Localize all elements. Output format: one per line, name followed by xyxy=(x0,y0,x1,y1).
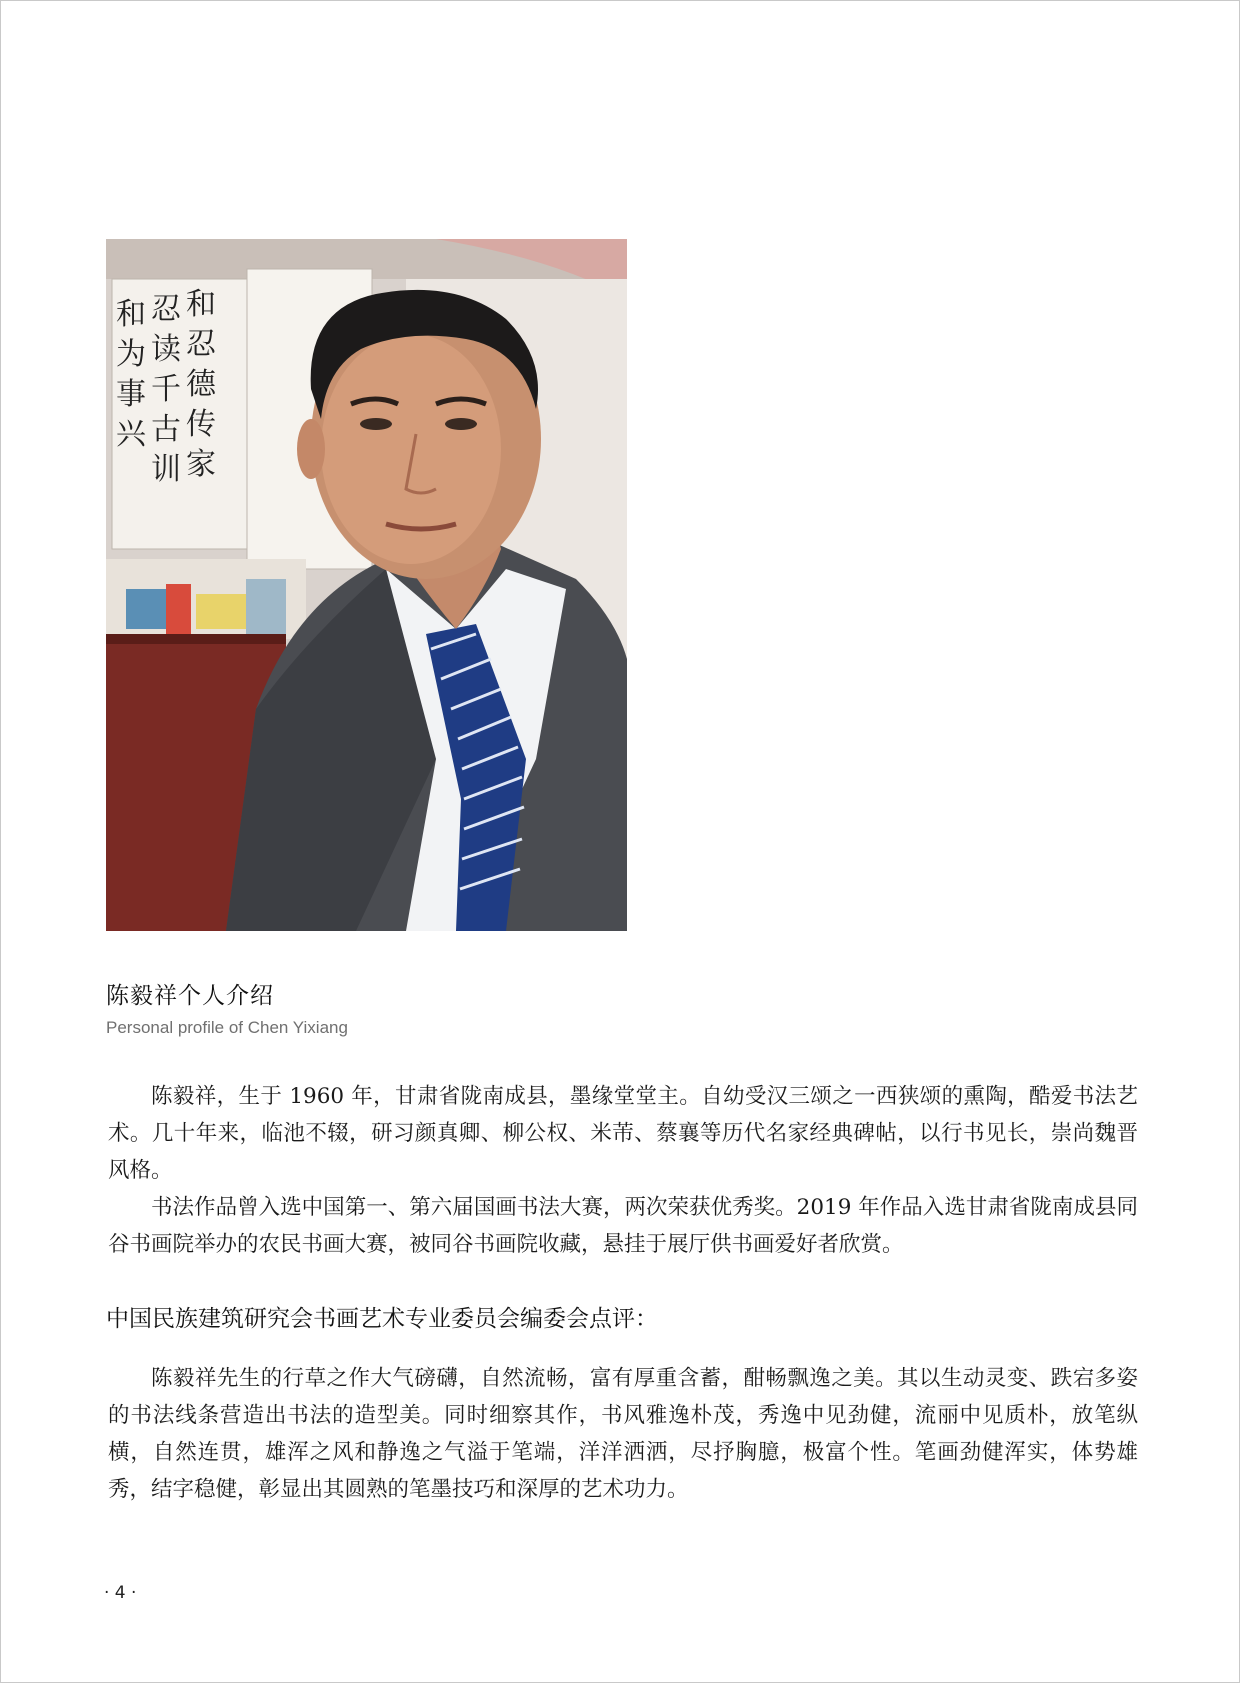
page-number: · 4 · xyxy=(104,1583,137,1603)
review-paragraph: 陈毅祥先生的行草之作大气磅礴，自然流畅，富有厚重含蓄，酣畅飘逸之美。其以生动灵变、跌宕多姿的书法线条营造出书法的造型美。同时细察其作，书风雅逸朴茂，秀逸中见劲健，流丽中见质朴，放笔纵横，自然连贯，雄浑之风和静逸之气溢于笔端，洋洋洒洒，尽抒胸臆，极富个性。笔画劲健浑实，体势雄秀，结字稳健，彰显出其圆熟的笔墨技巧和深厚的艺术功力。 xyxy=(108,1366,1138,1502)
svg-text:古: 古 xyxy=(151,412,181,447)
svg-text:家: 家 xyxy=(186,447,216,482)
svg-text:读: 读 xyxy=(151,332,181,367)
svg-text:德: 德 xyxy=(186,367,216,402)
profile-paragraph: 书法作品曾入选中国第一、第六届国画书法大赛，两次荣获优秀奖。2019 年作品入选甘肃省陇南成县同谷书画院举办的农民书画大赛，被同谷书画院收藏，悬挂于展厅供书画爱好者欣赏。 xyxy=(108,1195,1138,1257)
svg-text:为: 为 xyxy=(116,337,146,372)
review-title: 中国民族建筑研究会书画艺术专业委员会编委会点评： xyxy=(106,1306,658,1332)
portrait-photo xyxy=(106,239,627,931)
review-body xyxy=(108,1360,1138,1508)
profile-subtitle: Personal profile of Chen Yixiang xyxy=(106,1018,348,1037)
svg-text:兴: 兴 xyxy=(116,417,146,452)
svg-text:传: 传 xyxy=(186,407,216,442)
svg-text:忍: 忍 xyxy=(186,327,216,362)
svg-text:训: 训 xyxy=(151,452,181,487)
svg-text:忍: 忍 xyxy=(151,292,181,327)
profile-paragraph: 陈毅祥，生于 1960 年，甘肃省陇南成县，墨缘堂堂主。自幼受汉三颂之一西狭颂的熏陶，酷爱书法艺术。几十年来，临池不辍，研习颜真卿、柳公权、米芾、蔡襄等历代名家经典碑帖，以行书见长，崇尚魏晋风格。 xyxy=(108,1084,1138,1183)
svg-text:和: 和 xyxy=(186,287,216,322)
svg-text:千: 千 xyxy=(151,372,181,407)
svg-text:和: 和 xyxy=(116,297,146,332)
profile-body xyxy=(108,1078,1138,1263)
profile-title: 陈毅祥个人介绍 xyxy=(106,983,274,1009)
svg-text:事: 事 xyxy=(116,377,146,412)
